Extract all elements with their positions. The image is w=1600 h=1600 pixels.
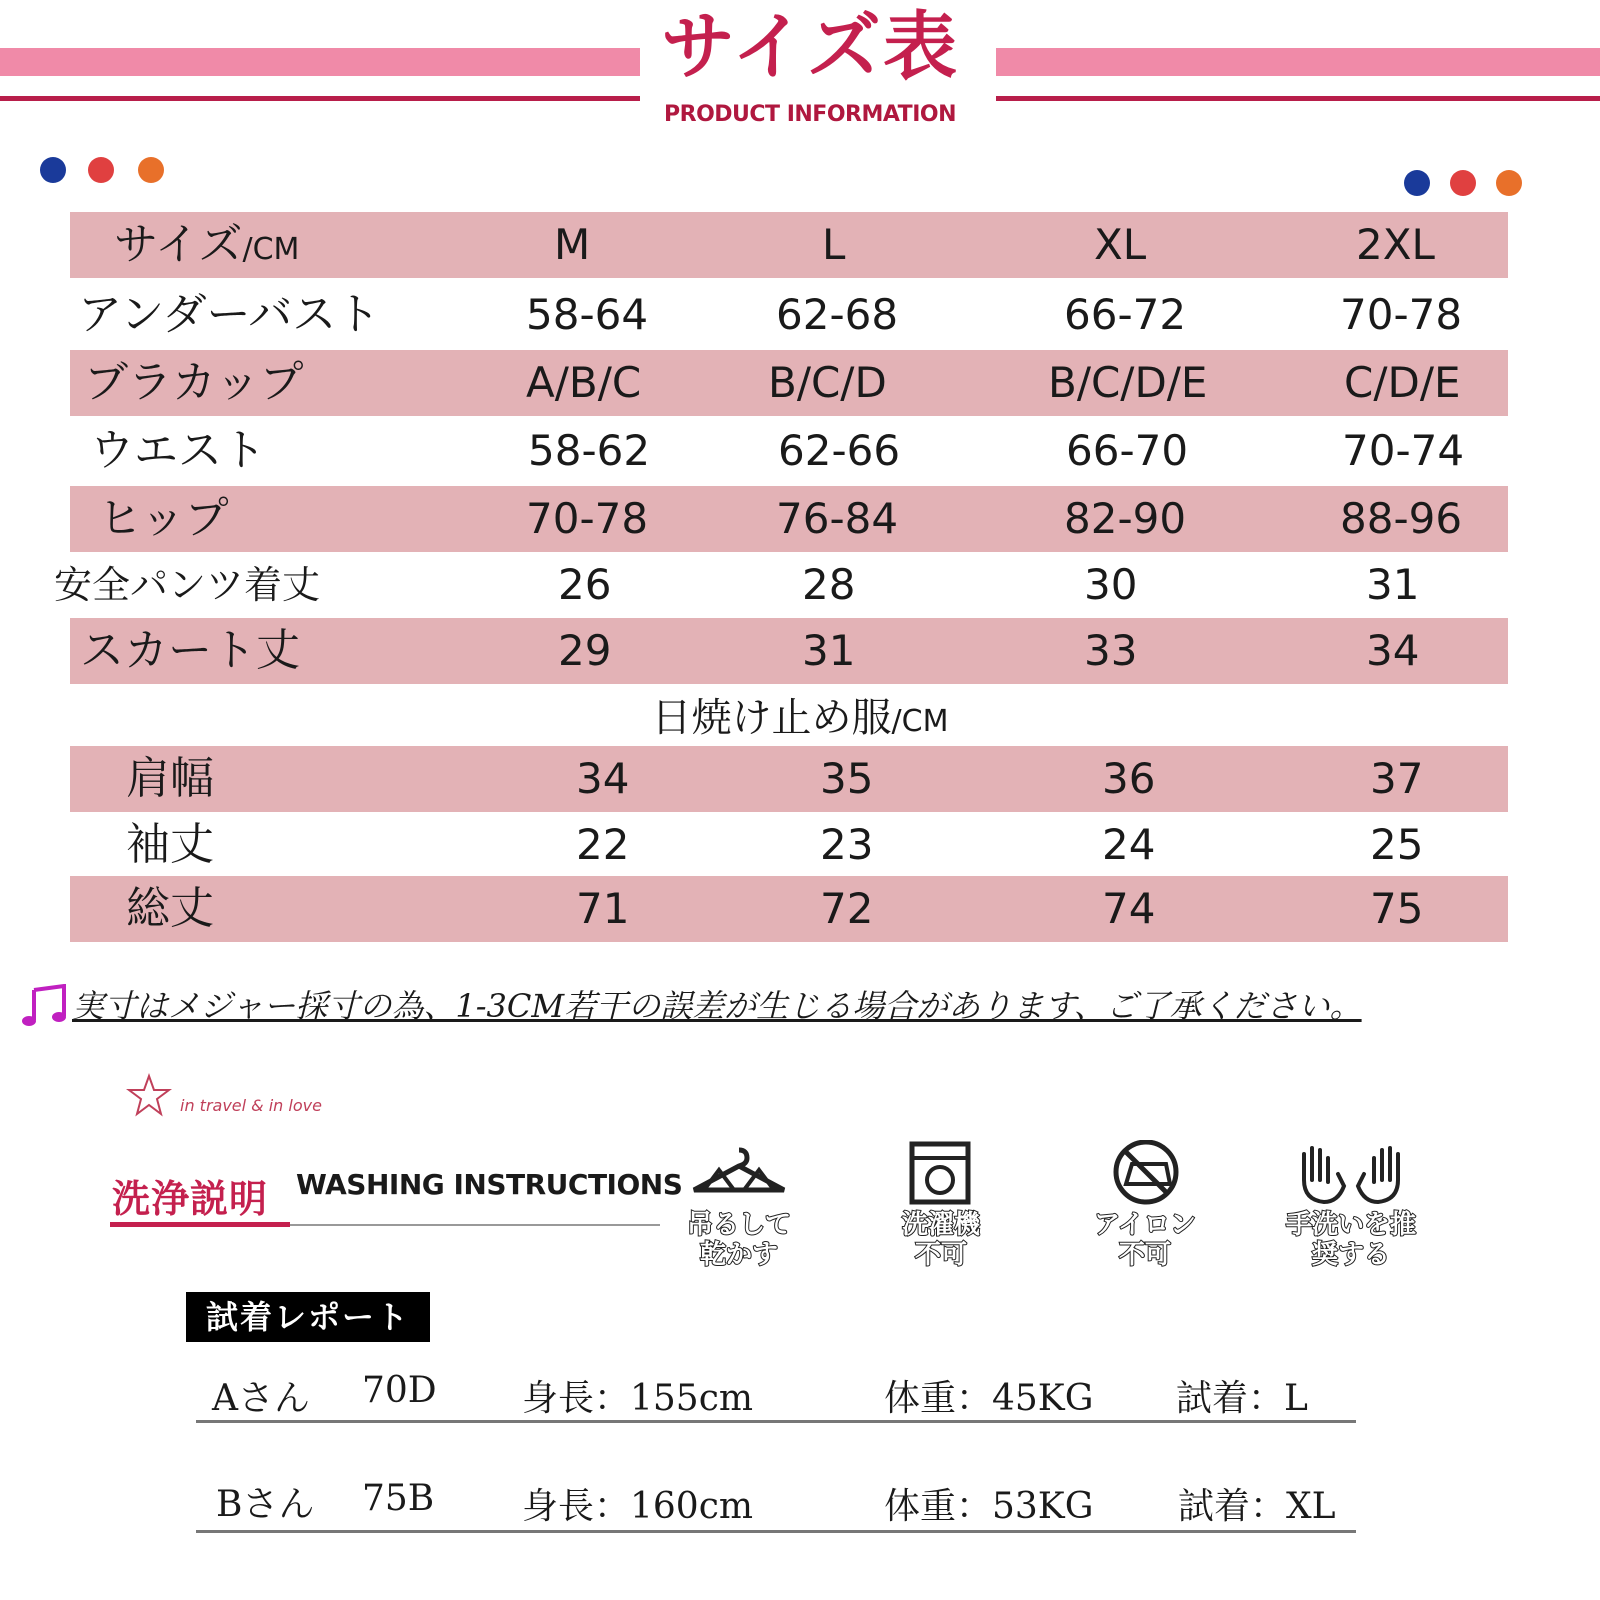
wash-item-no-iron	[1070, 1140, 1220, 1290]
table-cell: 29	[558, 626, 612, 675]
table-cell: 31	[1366, 560, 1420, 609]
table-cell: C/D/E	[1344, 358, 1461, 407]
report-height: 身長：155cm	[522, 1378, 754, 1419]
table-cell: B/C/D	[768, 358, 887, 407]
music-note-icon	[20, 984, 68, 1028]
dot-blue-right	[1404, 170, 1430, 196]
table-cell: 35	[820, 754, 874, 803]
table-cell: 33	[1084, 626, 1138, 675]
table-row	[70, 486, 1508, 552]
sub-table-title: 日焼け止め服/CM	[651, 695, 949, 741]
table-cell: 58-62	[528, 426, 651, 475]
wash-item-hand-wash	[1276, 1140, 1426, 1290]
table-cell: 62-68	[776, 290, 899, 339]
table-cell: 31	[802, 626, 856, 675]
hand-wash-icon	[1276, 1140, 1426, 1210]
row-label: 肩幅	[126, 753, 214, 804]
table-cell: A/B/C	[526, 358, 642, 407]
size-header-l: L	[822, 220, 846, 269]
table-cell: 66-70	[1066, 426, 1189, 475]
table-cell: 72	[820, 884, 874, 933]
table-row	[70, 350, 1508, 416]
table-cell: 70-74	[1342, 426, 1465, 475]
table-cell: 22	[576, 820, 630, 869]
washing-title-jp: 洗浄説明	[112, 1177, 269, 1221]
table-row	[70, 282, 1508, 348]
table-cell: 70-78	[1340, 290, 1463, 339]
report-name: Aさん	[212, 1378, 310, 1419]
note-text: 実寸はメジャー採寸の為、1-3CM若干の誤差が生じる場合があります、ご了承ください。	[72, 987, 1362, 1025]
table-cell: 26	[558, 560, 612, 609]
table-cell: 82-90	[1064, 494, 1187, 543]
table-cell: 66-72	[1064, 290, 1187, 339]
row-label: ブラカップ	[84, 357, 304, 408]
page-subtitle: PRODUCT INFORMATION	[664, 102, 956, 127]
header-line-left	[0, 96, 640, 101]
table-row	[70, 876, 1508, 942]
size-header-2xl: 2XL	[1356, 220, 1435, 269]
report-height: 身長：160cm	[522, 1486, 754, 1527]
size-header-m: M	[554, 220, 591, 269]
table-cell: 76-84	[776, 494, 899, 543]
row-label: 安全パンツ着丈	[54, 563, 321, 607]
washing-underline	[290, 1224, 660, 1226]
row-label: ウエスト	[90, 425, 266, 476]
report-cup: 70D	[362, 1370, 437, 1411]
wash-label: アイロン 不可	[1094, 1210, 1196, 1270]
table-cell: 23	[820, 820, 874, 869]
wash-item-hang-dry	[664, 1140, 814, 1290]
table-row	[54, 552, 1508, 618]
table-cell: 74	[1102, 884, 1156, 933]
header-line-right	[996, 96, 1600, 101]
washing-machine-icon	[866, 1140, 1016, 1210]
row-label: 総丈	[126, 883, 214, 934]
no-iron-icon	[1070, 1140, 1220, 1210]
table-cell: B/C/D/E	[1048, 358, 1208, 407]
header-bar-left	[0, 48, 640, 76]
dot-orange-right	[1496, 170, 1522, 196]
report-weight: 体重：53KG	[884, 1486, 1094, 1527]
row-label: スカート丈	[80, 625, 300, 676]
dot-red-left	[88, 157, 114, 183]
washing-underline-accent	[110, 1222, 290, 1227]
table-cell: 58-64	[526, 290, 649, 339]
table-row	[70, 746, 1508, 812]
hanger-dry-icon	[664, 1140, 814, 1210]
table-row	[70, 812, 1508, 878]
table-cell: 75	[1370, 884, 1424, 933]
dot-blue-left	[40, 157, 66, 183]
table-cell: 34	[576, 754, 630, 803]
table-cell: 62-66	[778, 426, 901, 475]
table-cell: 36	[1102, 754, 1156, 803]
table-row	[70, 618, 1508, 684]
star-icon	[125, 1072, 173, 1120]
report-name: Bさん	[216, 1484, 315, 1525]
wash-label: 吊るして 乾かす	[686, 1210, 791, 1270]
page-title: サイズ表	[660, 4, 960, 90]
row-label: 袖丈	[126, 819, 214, 870]
washing-title-en: WASHING INSTRUCTIONS	[296, 1168, 683, 1201]
wash-label: 洗濯機 不可	[901, 1210, 980, 1270]
table-cell: 24	[1102, 820, 1156, 869]
dot-orange-left	[138, 157, 164, 183]
report-tried: 試着：L	[1176, 1378, 1308, 1419]
measurement-note	[20, 984, 1420, 1028]
table-cell: 34	[1366, 626, 1420, 675]
size-header-xl: XL	[1094, 220, 1147, 269]
row-label: アンダーバスト	[78, 289, 381, 340]
report-divider	[196, 1530, 1356, 1533]
wash-label: 手洗いを推 奨する	[1285, 1210, 1416, 1270]
table-cell: 25	[1370, 820, 1424, 869]
table-cell: 30	[1084, 560, 1138, 609]
header-bar-right	[996, 48, 1600, 76]
report-cup: 75B	[362, 1478, 435, 1519]
travel-tagline: in travel & in love	[180, 1096, 322, 1115]
table-row	[70, 418, 1508, 484]
dot-red-right	[1450, 170, 1476, 196]
table-cell: 37	[1370, 754, 1424, 803]
report-weight: 体重：45KG	[884, 1378, 1094, 1419]
report-divider	[196, 1420, 1356, 1423]
table-cell: 71	[576, 884, 630, 933]
table-cell: 70-78	[526, 494, 649, 543]
report-tried: 試着：XL	[1178, 1486, 1336, 1527]
wash-item-no-machine	[866, 1140, 1016, 1290]
report-title: 試着レポート	[186, 1292, 430, 1342]
table-cell: 28	[802, 560, 856, 609]
row-label: ヒップ	[98, 493, 229, 544]
size-table-header	[70, 212, 1508, 278]
table-cell: 88-96	[1340, 494, 1463, 543]
size-header-label: サイズ/CM	[114, 219, 300, 270]
